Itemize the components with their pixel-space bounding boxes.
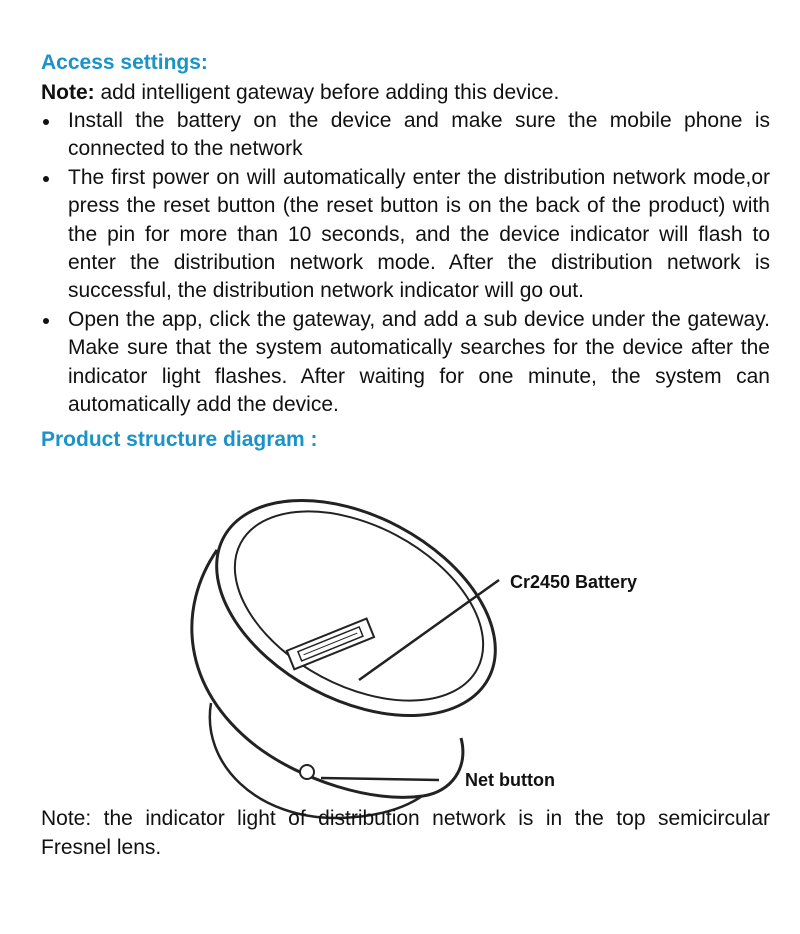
note-label: Note: [41, 81, 95, 104]
bullet-icon [43, 119, 49, 125]
step-text: The first power on will automatically enter the distribution network mode,or press the reset button (the reset button is on the back of the product) with the pin for more than 10 seconds, and the device indicator will flash to enter the distribution network mode. After the distribution network is successful, the distribution network indicator will go out. [68, 165, 770, 303]
battery-label: Cr2450 Battery [510, 572, 638, 592]
net-button-hole [300, 765, 314, 779]
document-page [41, 48, 770, 790]
step-item [41, 164, 770, 306]
step-text: Install the battery on the device and make sure the mobile phone is connected to the network [68, 109, 770, 161]
note-text: add intelligent gateway before adding this device. [94, 81, 560, 104]
step-item [41, 306, 770, 420]
product-structure-heading: Product structure diagram : [41, 428, 318, 452]
step-item [41, 107, 770, 164]
net-button-label: Net button [465, 770, 555, 790]
access-settings-heading: Access settings: [41, 51, 208, 74]
bullet-icon [43, 176, 49, 182]
gateway-note [41, 78, 770, 107]
step-text: Open the app, click the gateway, and add a sub device under the gateway. Make sure that the system automatically searches for the device after the indicator light flashes. After waiting for one minute, the system can automatically add the device. [68, 307, 770, 417]
indicator-location-note: Note: the indicator light of distribution network is in the top semicircular Fresnel lens. [41, 807, 770, 859]
bullet-icon [43, 318, 49, 324]
device-illustration [41, 498, 770, 838]
setup-steps-list [41, 107, 770, 419]
product-structure-diagram [41, 498, 770, 838]
